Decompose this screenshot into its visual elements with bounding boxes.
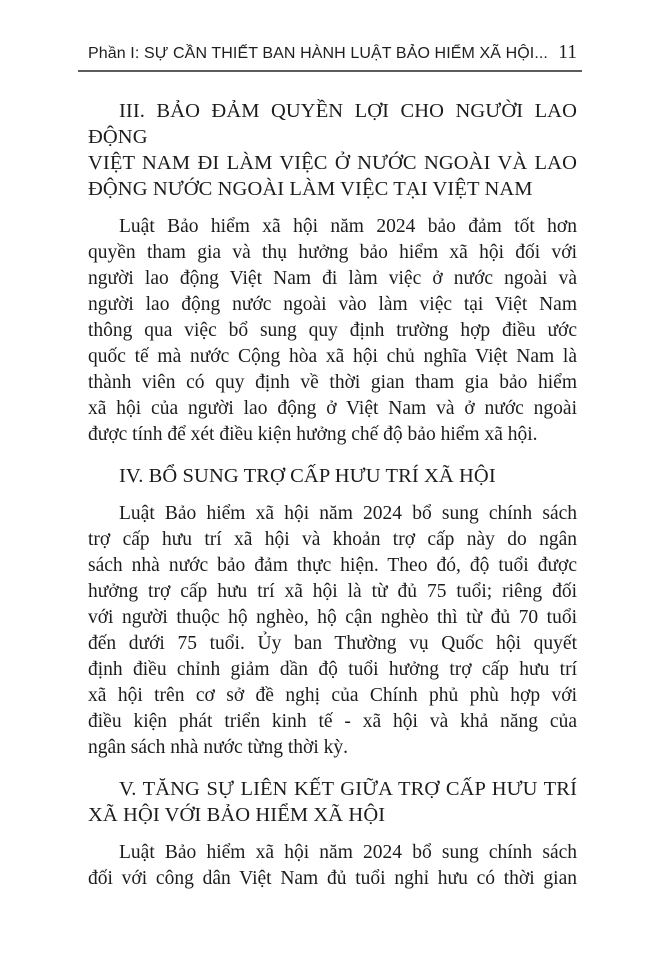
text-line: người lao động Việt Nam đi làm việc ở nước ngoài và	[88, 268, 577, 289]
text-line: định điều chỉnh giảm dần độ tuổi hưởng trợ cấp hưu trí	[88, 659, 577, 680]
text-line: thông qua việc bổ sung quy định trường hợp điều ước	[88, 320, 577, 341]
text-line: điều kiện phát triển kinh tế - xã hội và khả năng của	[88, 711, 577, 732]
section-v-paragraph	[88, 840, 577, 892]
section-heading-v	[88, 776, 577, 828]
text-line: đối với công dân Việt Nam đủ tuổi nghỉ hưu có thời gian	[88, 868, 577, 889]
text-line: thành viên có quy định về thời gian tham gia bảo hiểm	[88, 372, 577, 393]
text-line: với người thuộc hộ nghèo, hộ cận nghèo thì từ đủ 70 tuổi	[88, 607, 577, 628]
text-line: sách nhà nước bảo đảm thực hiện. Theo đó, độ tuổi được	[88, 555, 577, 576]
text-line: trợ cấp hưu trí xã hội và khoản trợ cấp này do ngân	[88, 529, 577, 550]
text-line: III. BẢO ĐẢM QUYỀN LỢI CHO NGƯỜI LAO ĐỘNG	[88, 100, 577, 148]
text-line: VIỆT NAM ĐI LÀM VIỆC Ở NƯỚC NGOÀI VÀ LAO	[88, 152, 577, 174]
text-line: Luật Bảo hiểm xã hội năm 2024 bổ sung chính sách	[119, 503, 577, 524]
section-heading-iv	[88, 463, 577, 489]
text-line: ngân sách nhà nước từng thời kỳ.	[88, 737, 349, 758]
page-body	[88, 98, 577, 892]
text-line: V. TĂNG SỰ LIÊN KẾT GIỮA TRỢ CẤP HƯU TRÍ	[119, 778, 577, 800]
text-line: quyền tham gia và thụ hưởng bảo hiểm xã hội đối với	[88, 242, 577, 263]
text-line: XÃ HỘI VỚI BẢO HIỂM XÃ HỘI	[88, 804, 386, 826]
text-line: người lao động nước ngoài vào làm việc tại Việt Nam	[88, 294, 577, 315]
text-line: xã hội của người lao động ở Việt Nam và ở nước ngoài	[88, 398, 577, 419]
header-rule	[78, 70, 582, 72]
running-header-title: Phần I: SỰ CẦN THIẾT BAN HÀNH LUẬT BẢO HIỂM XÃ HỘI...	[88, 45, 548, 62]
text-line: được tính để xét điều kiện hưởng chế độ bảo hiểm xã hội.	[88, 424, 538, 445]
running-header	[88, 42, 577, 64]
text-line: hưởng trợ cấp hưu trí xã hội là từ đủ 75 tuổi; riêng đối	[88, 581, 577, 602]
text-line: xã hội trên cơ sở đề nghị của Chính phủ phù hợp với	[88, 685, 577, 706]
text-line: IV. BỔ SUNG TRỢ CẤP HƯU TRÍ XÃ HỘI	[119, 465, 496, 487]
section-iv-paragraph	[88, 501, 577, 761]
section-iii-paragraph	[88, 214, 577, 448]
section-heading-iii	[88, 98, 577, 202]
text-line: ĐỘNG NƯỚC NGOÀI LÀM VIỆC TẠI VIỆT NAM	[88, 178, 533, 200]
text-line: Luật Bảo hiểm xã hội năm 2024 bổ sung chính sách	[119, 842, 577, 863]
text-line: quốc tế mà nước Cộng hòa xã hội chủ nghĩa Việt Nam là	[88, 346, 577, 367]
page-number: 11	[558, 42, 577, 63]
text-line: Luật Bảo hiểm xã hội năm 2024 bảo đảm tốt hơn	[119, 216, 577, 237]
text-line: đến dưới 75 tuổi. Ủy ban Thường vụ Quốc hội quyết	[88, 633, 577, 654]
